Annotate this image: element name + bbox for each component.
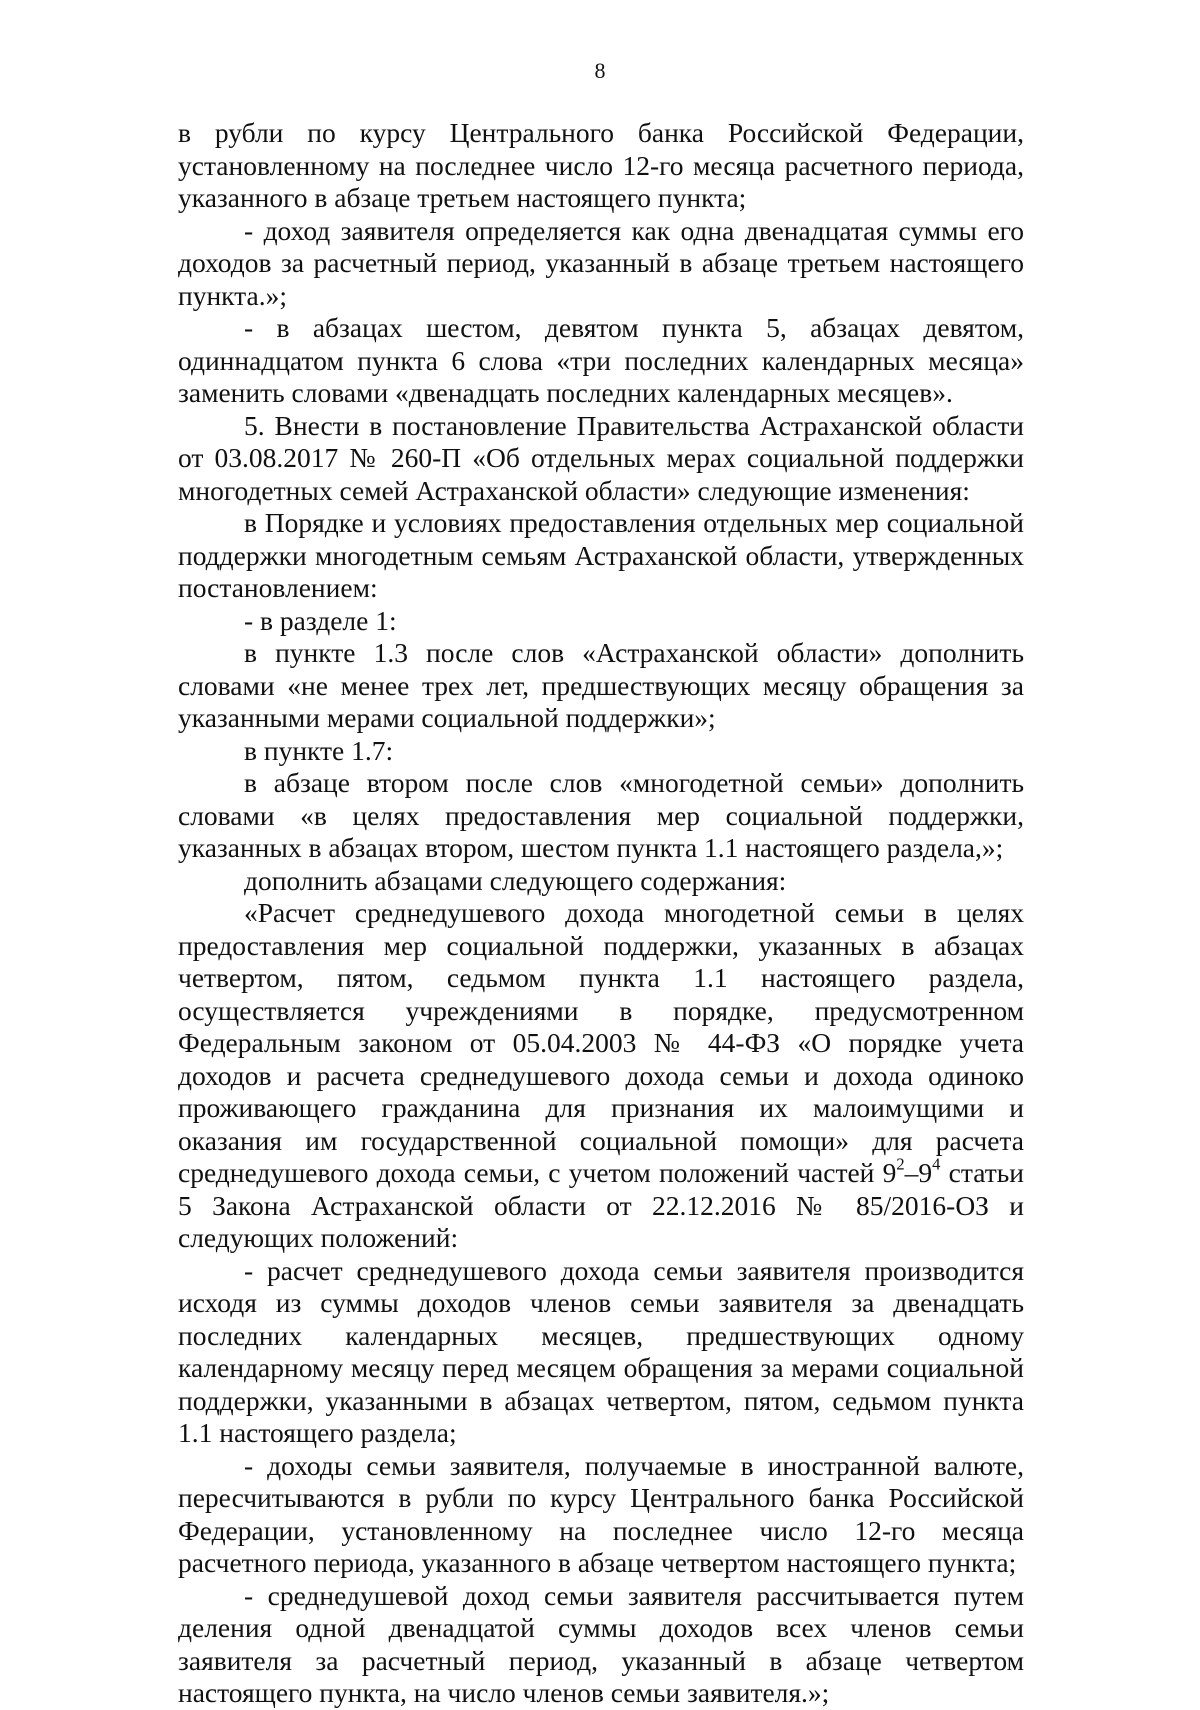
paragraph-with-superscripts: [178, 897, 1024, 1255]
paragraph: - в абзацах шестом, девятом пункта 5, абзацах девятом, одиннадцатом пункта 6 слова «три последних календарных месяца» заменить словами «двенадцать последних календарных месяцев».: [178, 312, 1024, 408]
paragraph: - среднедушевой доход семьи заявителя рассчитывается путем деления одной двенадцатой суммы доходов всех членов семьи заявителя за расчетный период, указанный в абзаце четвертом настоящего пункта, на число членов семьи заявителя.»;: [178, 1579, 1024, 1708]
paragraph-text: «Расчет среднедушевого дохода многодетной семьи в целях предоставления мер социальной поддержки, указанных в абзацах четвертом, пятом, седьмом пункта 1.1 настоящего раздела, осуществляется учреждениями в порядке, предусмотренном Федеральным законом от 05.04.2003 № 44-ФЗ «О порядке учета доходов и расчета среднедушевого дохода семьи и дохода одиноко проживающего гражданина для признания их малоимущими и оказания им государственной социальной помощи» для расчета среднедушевого дохода семьи, с учетом положений частей 9: [178, 897, 1024, 1188]
paragraph: - доход заявителя определяется как одна двенадцатая суммы его доходов за расчетный период, указанный в абзаце третьем настоящего пункта.»;: [178, 214, 1024, 311]
paragraph: - доходы семьи заявителя, получаемые в иностранной валюте, пересчитываются в рубли по курсу Центрального банка Российской Федерации, установленному на последнее число 12-го месяца расчетного периода, указанного в абзаце четвертом настоящего пункта;: [178, 1449, 1024, 1578]
paragraph-text: –9: [904, 1157, 933, 1188]
paragraph: в Порядке и условиях предоставления отдельных мер социальной поддержки многодетным семьям Астраханской области, утвержденных постановлением:: [178, 507, 1024, 603]
paragraph: в пункте 1.7:: [244, 734, 394, 766]
paragraph: дополнить абзацами следующего содержания:: [244, 864, 787, 896]
paragraph: в пункте 1.3 после слов «Астраханской области» дополнить словами «не менее трех лет, предшествующих месяцу обращения за указанными мерами социальной поддержки»;: [178, 637, 1024, 733]
document-body: [178, 117, 1024, 1710]
paragraph: 5. Внести в постановление Правительства Астраханской области от 03.08.2017 № 260-П «Об отдельных мерах социальной поддержки многодетных семей Астраханской области» следующие изменения:: [178, 409, 1024, 506]
paragraph: - расчет среднедушевого дохода семьи заявителя производится исходя из суммы доходов членов семьи заявителя за двенадцать последних календарных месяцев, предшествующих одному календарному месяцу перед месяцем обращения за мерами социальной поддержки, указанными в абзацах четвертом, пятом, седьмом пункта 1.1 настоящего раздела;: [178, 1254, 1024, 1448]
paragraph: в абзаце втором после слов «многодетной семьи» дополнить словами «в целях предоставления мер социальной поддержки, указанных в абзацах втором, шестом пункта 1.1 настоящего раздела,»;: [178, 767, 1024, 863]
paragraph: - в разделе 1:: [244, 604, 397, 636]
superscript: 4: [932, 1154, 941, 1174]
superscript: 2: [896, 1154, 905, 1174]
paragraph: в рубли по курсу Центрального банка Российской Федерации, установленному на последнее число 12-го месяца расчетного периода, указанного в абзаце третьем настоящего пункта;: [178, 117, 1024, 213]
paragraph-text: статьи 5 Закона Астраханской области от 22.12.2016 № 85/2016-ОЗ и следующих положений:: [178, 1157, 1024, 1253]
page-number: 8: [594, 58, 606, 83]
